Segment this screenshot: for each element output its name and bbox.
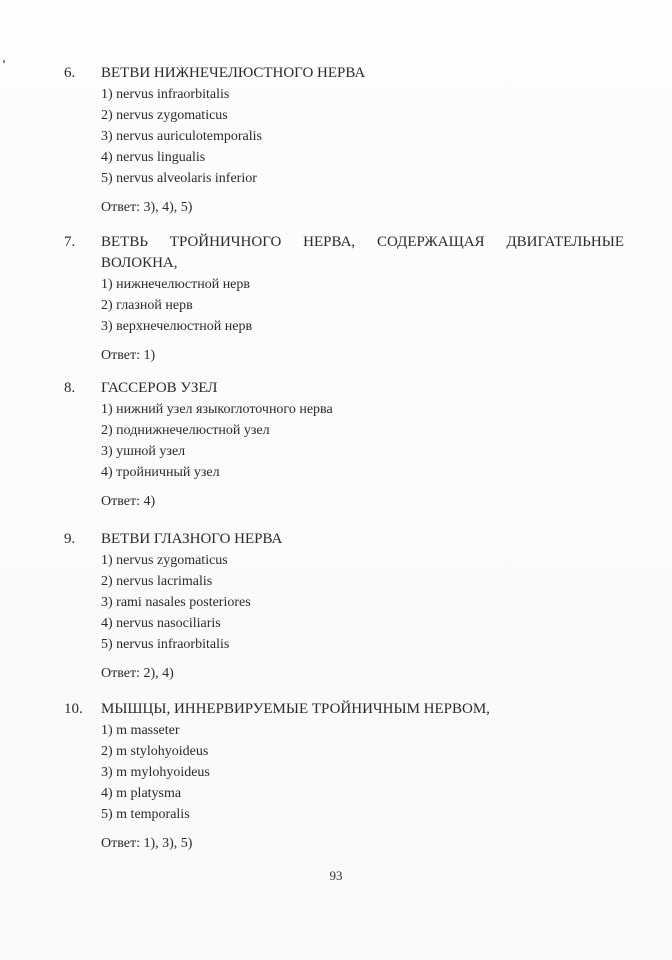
page-number: 93 [329, 868, 343, 883]
question-header [64, 378, 624, 399]
question-header [64, 529, 624, 550]
scan-mark [3, 60, 5, 63]
option-item: 3) rami nasales posteriores [101, 595, 251, 610]
question-header [64, 232, 624, 274]
option-list [64, 84, 624, 189]
answer-text: Ответ: 1) [101, 348, 156, 363]
question-number: 6. [64, 65, 76, 81]
option-item: 5) m temporalis [101, 807, 190, 822]
option-item: 2) поднижнечелюстной узел [101, 423, 270, 438]
question-number: 10. [64, 701, 83, 717]
option-item: 5) nervus alveolaris inferior [101, 171, 257, 186]
question-number: 7. [64, 234, 76, 250]
option-list [64, 274, 624, 337]
answer-text: Ответ: 1), 3), 5) [101, 836, 193, 851]
answer-text: Ответ: 4) [101, 494, 156, 509]
question-6 [64, 63, 624, 218]
option-item: 5) nervus infraorbitalis [101, 637, 230, 652]
option-item: 1) m masseter [101, 723, 180, 738]
question-8 [64, 378, 624, 512]
option-item: 4) тройничный узел [101, 465, 220, 480]
option-item: 2) m stylohyoideus [101, 744, 209, 759]
option-item: 3) верхнечелюстной нерв [101, 319, 253, 334]
option-list [64, 399, 624, 483]
option-item: 4) m platysma [101, 786, 182, 801]
question-9 [64, 529, 624, 684]
option-item: 3) m mylohyoideus [101, 765, 210, 780]
option-item: 3) nervus auriculotemporalis [101, 129, 262, 144]
option-item: 4) nervus lingualis [101, 150, 206, 165]
option-item: 1) nervus zygomaticus [101, 553, 228, 568]
option-item: 2) nervus lacrimalis [101, 574, 213, 589]
question-7 [64, 232, 624, 366]
question-10 [64, 699, 624, 854]
answer-text: Ответ: 2), 4) [101, 666, 174, 681]
question-title: ВЕТВИ НИЖНЕЧЕЛЮСТНОГО НЕРВА [101, 65, 366, 81]
question-title: МЫШЦЫ, ИННЕРВИРУЕМЫЕ ТРОЙНИЧНЫМ НЕРВОМ, [101, 701, 490, 717]
question-number: 8. [64, 380, 76, 396]
question-header [64, 63, 624, 84]
question-header [64, 699, 624, 720]
question-title: ВЕТВЬ ТРОЙНИЧНОГО НЕРВА, СОДЕРЖАЩАЯ ДВИГАТЕЛЬНЫЕ ВОЛОКНА, [101, 234, 624, 271]
question-title: ГАССЕРОВ УЗЕЛ [101, 380, 218, 396]
option-item: 1) nervus infraorbitalis [101, 87, 230, 102]
option-item: 2) nervus zygomaticus [101, 108, 228, 123]
answer-text: Ответ: 3), 4), 5) [101, 200, 193, 215]
option-item: 2) глазной нерв [101, 298, 193, 313]
option-item: 3) ушной узел [101, 444, 186, 459]
question-title: ВЕТВИ ГЛАЗНОГО НЕРВА [101, 531, 283, 547]
option-item: 4) nervus nasociliaris [101, 616, 221, 631]
question-number: 9. [64, 531, 76, 547]
option-list [64, 550, 624, 655]
option-item: 1) нижнечелюстной нерв [101, 277, 251, 292]
option-item: 1) нижний узел языкоглоточного нерва [101, 402, 333, 417]
option-list [64, 720, 624, 825]
